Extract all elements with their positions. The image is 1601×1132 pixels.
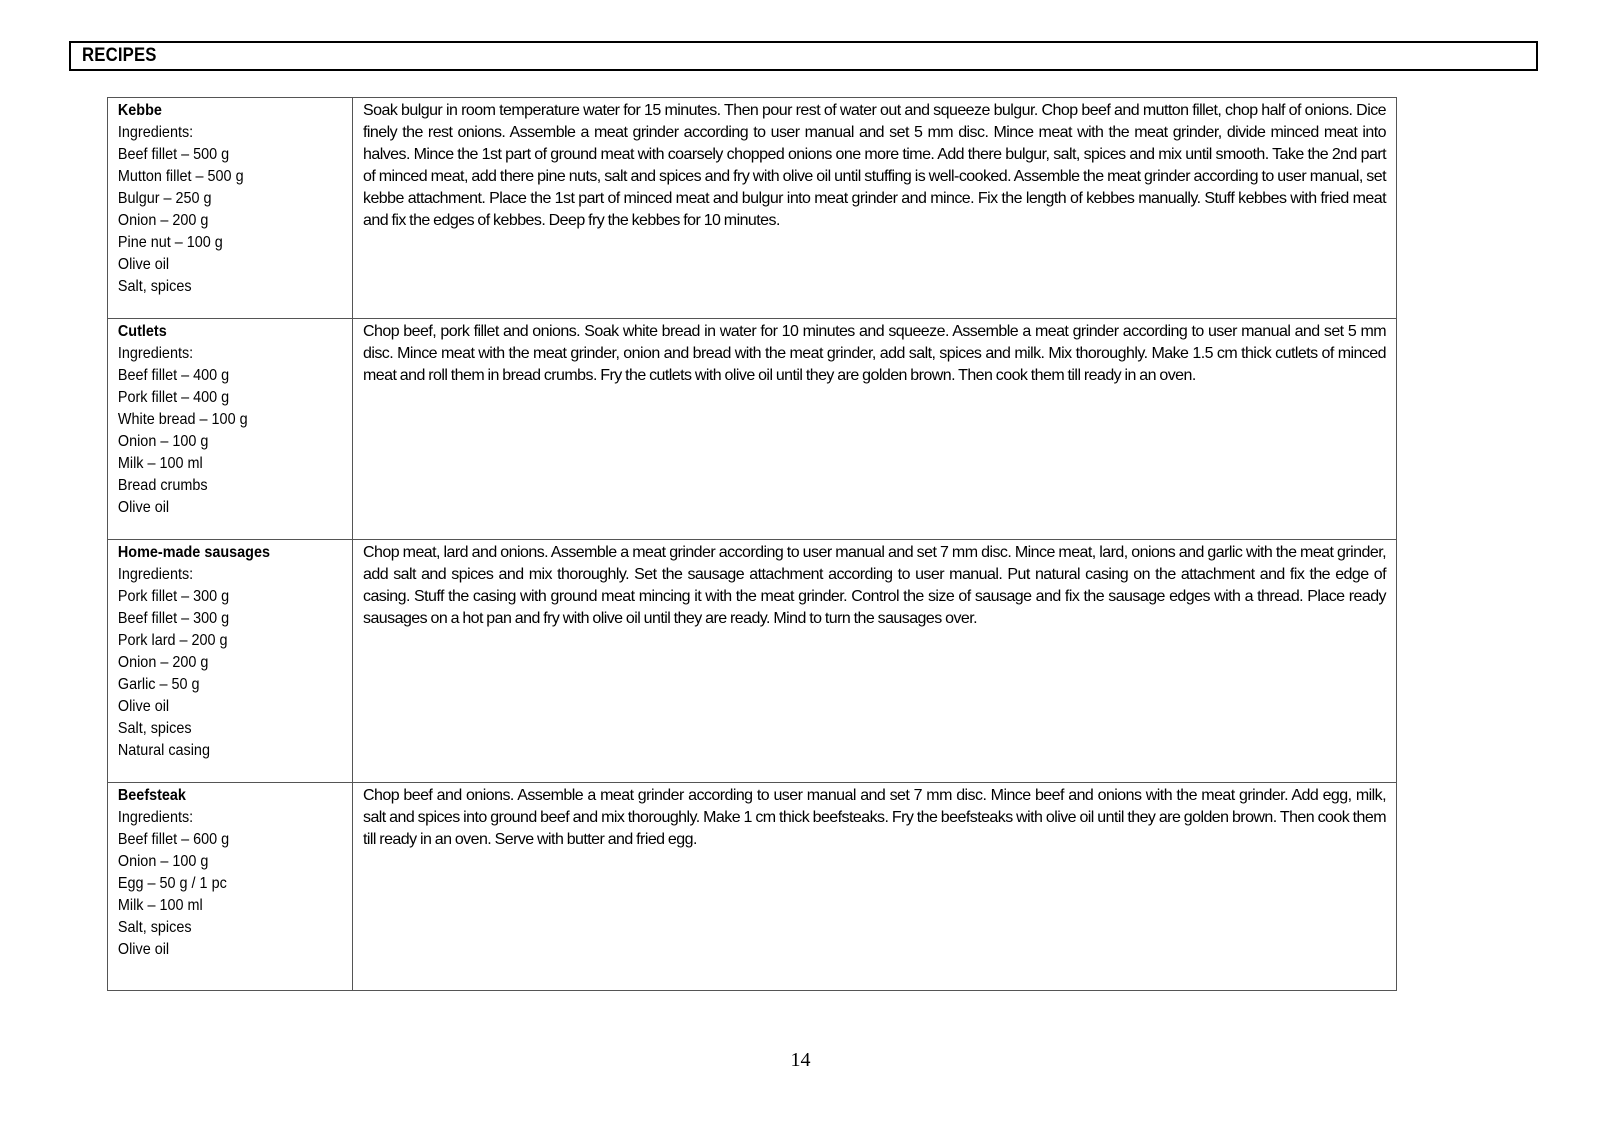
- recipe-row-kebbe: [108, 98, 1397, 319]
- recipe-description: Chop beef, pork fillet and onions. Soak white bread in water for 10 minutes and squeeze. Assemble a meat grinder according to user manual and set 5 mm disc. Mince meat with the meat grinder, onion and bread with the meat grinder, add salt, spices and milk. Mix thoroughly. Make 1.5 cm thick cutlets of minced meat and roll them in bread crumbs. Fry the cutlets with olive oil until they are golden brown. Then cook them till ready in an oven.: [363, 323, 1386, 384]
- ingredients-cell: [108, 540, 353, 783]
- section-title: RECIPES: [82, 45, 157, 66]
- description-cell: [353, 540, 1397, 783]
- ingredient-item: Beef fillet – 600 g: [117, 831, 230, 848]
- description-cell: [353, 783, 1397, 991]
- ingredient-item: Onion – 100 g: [117, 433, 209, 450]
- ingredient-item: Mutton fillet – 500 g: [117, 168, 244, 185]
- ingredient-item: Bread crumbs: [117, 477, 208, 494]
- ingredient-item: Pork fillet – 300 g: [117, 588, 230, 605]
- ingredient-item: Pork lard – 200 g: [117, 632, 228, 649]
- ingredient-item: Beef fillet – 300 g: [117, 610, 230, 627]
- ingredient-item: Milk – 100 ml: [117, 897, 203, 914]
- ingredients-cell: [108, 319, 353, 540]
- ingredient-item: Olive oil: [117, 256, 170, 273]
- recipe-description: Chop meat, lard and onions. Assemble a meat grinder according to user manual and set 7 mm disc. Mince meat, lard, onions and garlic with the meat grinder, add salt and spices and mix thoroughly. Set the sausage attachment according to user manual. Put natural casing on the attachment and fix the edge of casing. Stuff the casing with ground meat mincing it with the meat grinder. Control the size of sausage and fix the sausage edges with a thread. Place ready sausages on a hot pan and fry with olive oil until they are ready. Mind to turn the sausages over.: [363, 544, 1386, 627]
- ingredient-item: Onion – 200 g: [117, 212, 209, 229]
- ingredients-label: Ingredients:: [117, 566, 194, 583]
- recipe-name: Kebbe: [117, 102, 162, 119]
- recipe-description: Chop beef and onions. Assemble a meat grinder according to user manual and set 7 mm disc. Mince beef and onions with the meat grinder. Add egg, milk, salt and spices into ground beef and mix thoroughly. Make 1 cm thick beefsteaks. Fry the beefsteaks with olive oil until they are golden brown. Then cook them till ready in an oven. Serve with butter and fried egg.: [363, 787, 1386, 848]
- ingredient-item: Salt, spices: [117, 720, 192, 737]
- ingredient-item: Garlic – 50 g: [117, 676, 200, 693]
- ingredient-item: White bread – 100 g: [117, 411, 248, 428]
- ingredient-item: Salt, spices: [117, 278, 192, 295]
- recipe-description: Soak bulgur in room temperature water for 15 minutes. Then pour rest of water out and squeeze bulgur. Chop beef and mutton fillet, chop half of onions. Dice finely the rest onions. Assemble a meat grinder according to user manual and set 5 mm disc. Mince meat with the meat grinder, divide minced meat into halves. Mince the 1st part of ground meat with coarsely chopped onions one more time. Add there bulgur, salt, spices and mix until smooth. Take the 2nd part of minced meat, add there pine nuts, salt and spices and fry with olive oil until stuffing is well-cooked. Assemble the meat grinder according to user manual, set kebbe attachment. Place the 1st part of minced meat and bulgur into meat grinder and mince. Fix the length of kebbes manually. Stuff kebbes with fried meat and fix the edges of kebbes. Deep fry the kebbes for 10 minutes.: [363, 102, 1386, 229]
- ingredients-label: Ingredients:: [117, 809, 194, 826]
- ingredient-item: Olive oil: [117, 941, 170, 958]
- ingredient-item: Olive oil: [117, 499, 170, 516]
- ingredient-item: Salt, spices: [117, 919, 192, 936]
- ingredient-item: Beef fillet – 500 g: [117, 146, 230, 163]
- recipe-name: Beefsteak: [117, 787, 186, 804]
- ingredient-item: Milk – 100 ml: [117, 455, 203, 472]
- ingredient-item: Bulgur – 250 g: [117, 190, 212, 207]
- ingredient-item: Egg – 50 g / 1 pc: [117, 875, 227, 892]
- description-cell: [353, 98, 1397, 319]
- ingredient-item: Olive oil: [117, 698, 170, 715]
- page-number: 14: [790, 1049, 811, 1071]
- ingredients-cell: [108, 98, 353, 319]
- ingredient-item: Pork fillet – 400 g: [117, 389, 230, 406]
- ingredient-item: Beef fillet – 400 g: [117, 367, 230, 384]
- ingredient-item: Natural casing: [117, 742, 210, 759]
- ingredients-cell: [108, 783, 353, 991]
- ingredients-label: Ingredients:: [117, 345, 194, 362]
- recipe-row-cutlets: [108, 319, 1397, 540]
- ingredient-item: Onion – 200 g: [117, 654, 209, 671]
- ingredients-label: Ingredients:: [117, 124, 194, 141]
- recipe-row-beefsteak: [108, 783, 1397, 991]
- section-header: [69, 41, 1538, 71]
- recipe-name: Home-made sausages: [117, 544, 270, 561]
- recipe-row-home-made-sausages: [108, 540, 1397, 783]
- description-cell: [353, 319, 1397, 540]
- ingredient-item: Pine nut – 100 g: [117, 234, 223, 251]
- recipe-name: Cutlets: [117, 323, 167, 340]
- recipes-table: [107, 97, 1397, 991]
- ingredient-item: Onion – 100 g: [117, 853, 209, 870]
